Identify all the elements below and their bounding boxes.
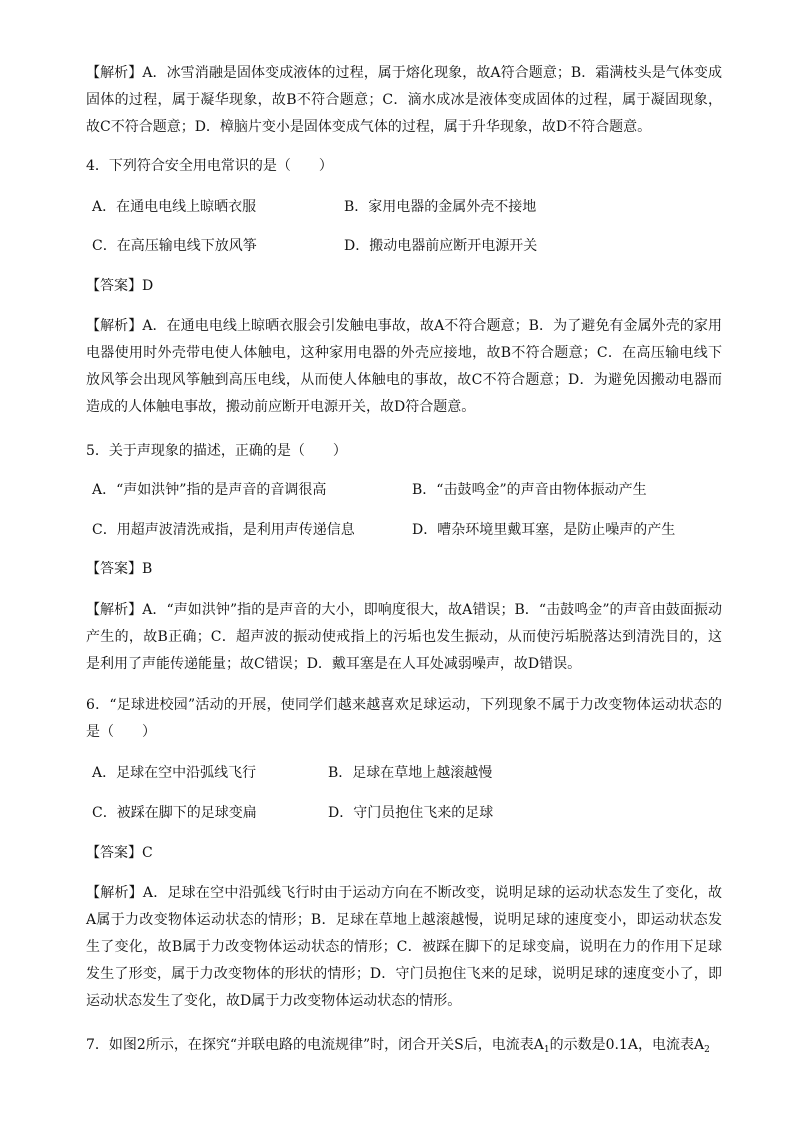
question-7-stem-part2: 的示数是0.1A，电流表A [549,1037,705,1053]
analysis-q3: 【解析】A．冰雪消融是固体变成液体的过程，属于熔化现象，故A符合题意；B．霜满枝头是气体变成固体的过程，属于凝华现象，故B不符合题意；C．滴水成冰是液体变成固体的过程，属于凝固现象，故C不符合题意；D．樟脑片变小是固体变成气体的过程，属于升华现象，故D不符合题意。 [86,65,722,135]
ammeter-a2-subscript: 2 [704,1045,710,1055]
question-6-answer: 【答案】C [86,845,153,861]
question-6-stem: 6．“足球进校园”活动的开展，使同学们越来越喜欢足球运动，下列现象不属于力改变物体运动状态的是（ ） [86,697,722,740]
question-5-option-a: A．“声如洪钟”指的是声音的音调很高 [92,482,327,498]
question-6-option-d: D．守门员抱住飞来的足球 [328,805,494,821]
question-4-stem: 4．下列符合安全用电常识的是（ ） [86,158,333,174]
question-5-option-c: C．用超声波清洗戒指，是利用声传递信息 [92,522,355,538]
question-5-stem: 5．关于声现象的描述，正确的是（ ） [86,443,347,459]
question-6-option-b: B．足球在草地上越滚越慢 [328,765,493,781]
question-5-option-d: D．嘈杂环境里戴耳塞，是防止噪声的产生 [412,522,676,538]
question-4-answer: 【答案】D [86,278,154,294]
question-4-option-b: B．家用电器的金属外壳不接地 [344,199,537,215]
ammeter-a1-subscript: 1 [543,1045,550,1055]
question-4-option-c: C．在高压输电线下放风筝 [92,238,257,254]
question-4-option-d: D．搬动电器前应断开电源开关 [344,238,538,254]
question-6-option-c: C．被踩在脚下的足球变扁 [92,805,257,821]
question-4-option-a: A．在通电电线上晾晒衣服 [92,199,257,215]
question-6-analysis: 【解析】A．足球在空中沿弧线飞行时由于运动方向在不断改变，说明足球的运动状态发生了变化，故A属于力改变物体运动状态的情形；B．足球在草地上越滚越慢，说明足球的速度变小，即运动状态发生了变化，故B属于力改变物体运动状态的情形；C．被踩在脚下的足球变扁，说明在力的作用下足球发生了形变，属于力改变物体的形状的情形；D．守门员抱住飞来的足球，说明足球的速度变小了，即运动状态发生了变化，故D属于力改变物体运动状态的情形。 [86,885,722,1009]
question-7-stem-part1: 7．如图2所示，在探究“并联电路的电流规律”时，闭合开关S后，电流表A [86,1037,544,1053]
question-6-option-a: A．足球在空中沿弧线飞行 [92,765,257,781]
question-5-analysis: 【解析】A．“声如洪钟”指的是声音的大小，即响度很大，故A错误；B．“击鼓鸣金”的声音由鼓面振动产生的，故B正确；C．超声波的振动使戒指上的污垢也发生振动，从而使污垢脱落达到清洗目的，这是利用了声能传递能量；故C错误；D．戴耳塞是在人耳处减弱噪声，故D错误。 [86,602,722,672]
question-5-option-b: B．“击鼓鸣金”的声音由物体振动产生 [412,482,647,498]
question-5-answer: 【答案】B [86,561,153,577]
question-4-analysis: 【解析】A．在通电电线上晾晒衣服会引发触电事故，故A不符合题意；B．为了避免有金属外壳的家用电器使用时外壳带电使人体触电，这种家用电器的外壳应接地，故B不符合题意；C．在高压输电线下放风筝会出现风筝触到高压电线，从而使人体触电的事故，故C不符合题意；D．为避免因搬动电器而造成的人体触电事故，搬动前应断开电源开关，故D符合题意。 [86,318,722,415]
question-7-stem [86,1035,710,1055]
